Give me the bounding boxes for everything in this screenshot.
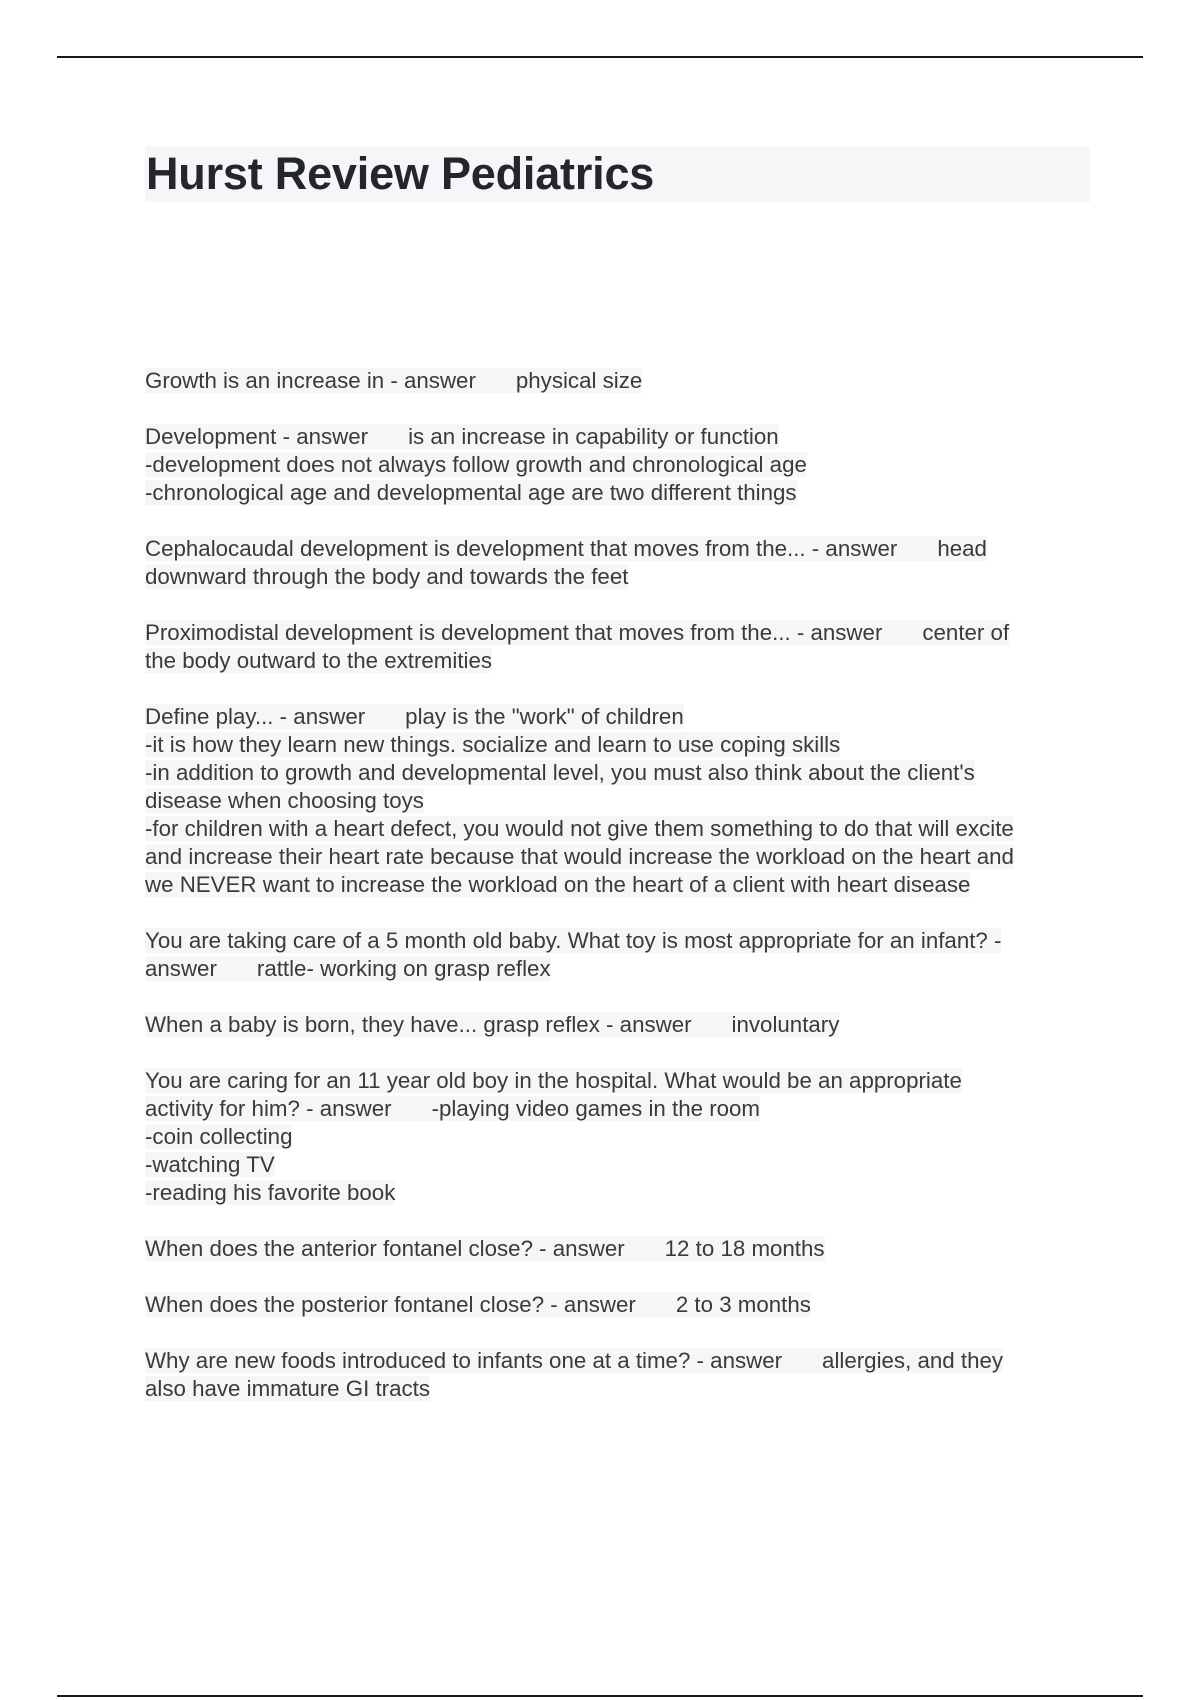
body-text: -reading his favorite book: [145, 1180, 396, 1205]
body-text: You are caring for an 11 year old boy in the hospital. What would be an appropriate: [145, 1068, 962, 1093]
body-text: the body outward to the extremities: [145, 648, 493, 673]
qa-line: [145, 647, 1090, 675]
qa-item: [145, 367, 1090, 395]
highlighted-text: [145, 732, 840, 757]
answer-text: play is the "work" of children: [405, 704, 684, 729]
qa-item: [145, 423, 1090, 507]
body-text: -in addition to growth and developmental level, you must also think about the client's: [145, 760, 975, 785]
highlighted-text: [145, 1348, 1003, 1373]
qa-list: [145, 367, 1090, 1431]
qa-line: [145, 731, 1090, 759]
qa-line: [145, 955, 1090, 983]
qa-line: [145, 815, 1090, 843]
qa-item: [145, 1347, 1090, 1403]
body-text: You are taking care of a 5 month old baby. What toy is most appropriate for an infant? -: [145, 928, 1002, 953]
highlighted-text: [145, 1180, 395, 1205]
qa-line: [145, 1095, 1090, 1123]
qa-line: [145, 1291, 1090, 1319]
qa-line: [145, 451, 1090, 479]
highlighted-text: [145, 1096, 760, 1121]
qa-line: [145, 1235, 1090, 1263]
body-text: -watching TV: [145, 1152, 275, 1177]
qa-line: [145, 479, 1090, 507]
question-text: activity for him? - answer: [145, 1096, 392, 1121]
highlighted-text: [145, 872, 970, 897]
question-text: Development - answer: [145, 424, 369, 449]
body-text: -coin collecting: [145, 1124, 293, 1149]
highlighted-text: [145, 928, 1001, 953]
answer-text: center of: [922, 620, 1010, 645]
body-text: downward through the body and towards the feet: [145, 564, 629, 589]
question-text: Cephalocaudal development is development that moves from the... - answer: [145, 536, 898, 561]
highlighted-text: [145, 452, 807, 477]
highlighted-text: [145, 1236, 825, 1261]
highlighted-text: [145, 1292, 811, 1317]
question-text: Growth is an increase in - answer: [145, 368, 476, 393]
qa-item: [145, 535, 1090, 591]
qa-item: [145, 1291, 1090, 1319]
title-block: [145, 146, 1090, 202]
answer-text: is an increase in capability or function: [408, 424, 779, 449]
qa-line: [145, 1347, 1090, 1375]
highlighted-text: [145, 760, 975, 785]
body-text: -it is how they learn new things. socialize and learn to use coping skills: [145, 732, 841, 757]
highlighted-text: [145, 368, 642, 393]
question-text: Why are new foods introduced to infants one at a time? - answer: [145, 1348, 783, 1373]
highlighted-text: [145, 816, 1014, 841]
body-text: -development does not always follow growth and chronological age: [145, 452, 807, 477]
highlighted-text: [145, 844, 1014, 869]
highlighted-text: [145, 788, 424, 813]
question-text: When does the anterior fontanel close? - answer: [145, 1236, 625, 1261]
qa-line: [145, 563, 1090, 591]
qa-line: [145, 843, 1090, 871]
qa-item: [145, 703, 1090, 899]
qa-line: [145, 1123, 1090, 1151]
highlighted-text: [145, 536, 987, 561]
body-text: we NEVER want to increase the workload on the heart of a client with heart disease: [145, 872, 971, 897]
highlighted-text: [145, 648, 492, 673]
question-text: answer: [145, 956, 217, 981]
body-text: -for children with a heart defect, you would not give them something to do that will excite: [145, 816, 1014, 841]
question-text: When does the posterior fontanel close? - answer: [145, 1292, 636, 1317]
qa-line: [145, 1151, 1090, 1179]
answer-text: physical size: [515, 368, 643, 393]
qa-line: [145, 423, 1090, 451]
qa-line: [145, 367, 1090, 395]
answer-text: -playing video games in the room: [431, 1096, 761, 1121]
question-text: Proximodistal development is development that moves from the... - answer: [145, 620, 883, 645]
highlighted-text: [145, 1124, 292, 1149]
qa-item: [145, 619, 1090, 675]
qa-line: [145, 619, 1090, 647]
answer-text: allergies, and they: [822, 1348, 1004, 1373]
top-rule: [57, 56, 1143, 58]
highlighted-text: [145, 956, 551, 981]
body-text: and increase their heart rate because that would increase the workload on the heart and: [145, 844, 1014, 869]
qa-item: [145, 1011, 1090, 1039]
question-text: When a baby is born, they have... grasp reflex - answer: [145, 1012, 692, 1037]
qa-line: [145, 871, 1090, 899]
qa-line: [145, 703, 1090, 731]
body-text: -chronological age and developmental age are two different things: [145, 480, 797, 505]
answer-text: head: [937, 536, 987, 561]
qa-line: [145, 1179, 1090, 1207]
question-text: Define play... - answer: [145, 704, 366, 729]
highlighted-text: [145, 704, 684, 729]
highlighted-text: [145, 1152, 275, 1177]
document-title: Hurst Review Pediatrics: [146, 148, 655, 199]
qa-line: [145, 1067, 1090, 1095]
qa-line: [145, 1011, 1090, 1039]
answer-text: 12 to 18 months: [664, 1236, 825, 1261]
highlighted-text: [145, 480, 797, 505]
qa-line: [145, 759, 1090, 787]
answer-text: rattle- working on grasp reflex: [256, 956, 551, 981]
qa-line: [145, 787, 1090, 815]
qa-line: [145, 927, 1090, 955]
highlighted-text: [145, 1068, 962, 1093]
qa-item: [145, 1235, 1090, 1263]
highlighted-text: [145, 424, 779, 449]
body-text: also have immature GI tracts: [145, 1376, 431, 1401]
bottom-rule: [57, 1695, 1143, 1697]
qa-item: [145, 927, 1090, 983]
highlighted-text: [145, 564, 628, 589]
qa-item: [145, 1067, 1090, 1207]
answer-text: involuntary: [731, 1012, 840, 1037]
qa-line: [145, 1375, 1090, 1403]
highlighted-text: [145, 1012, 839, 1037]
body-text: disease when choosing toys: [145, 788, 424, 813]
answer-text: 2 to 3 months: [675, 1292, 811, 1317]
qa-line: [145, 535, 1090, 563]
highlighted-text: [145, 1376, 430, 1401]
highlighted-text: [145, 620, 1009, 645]
